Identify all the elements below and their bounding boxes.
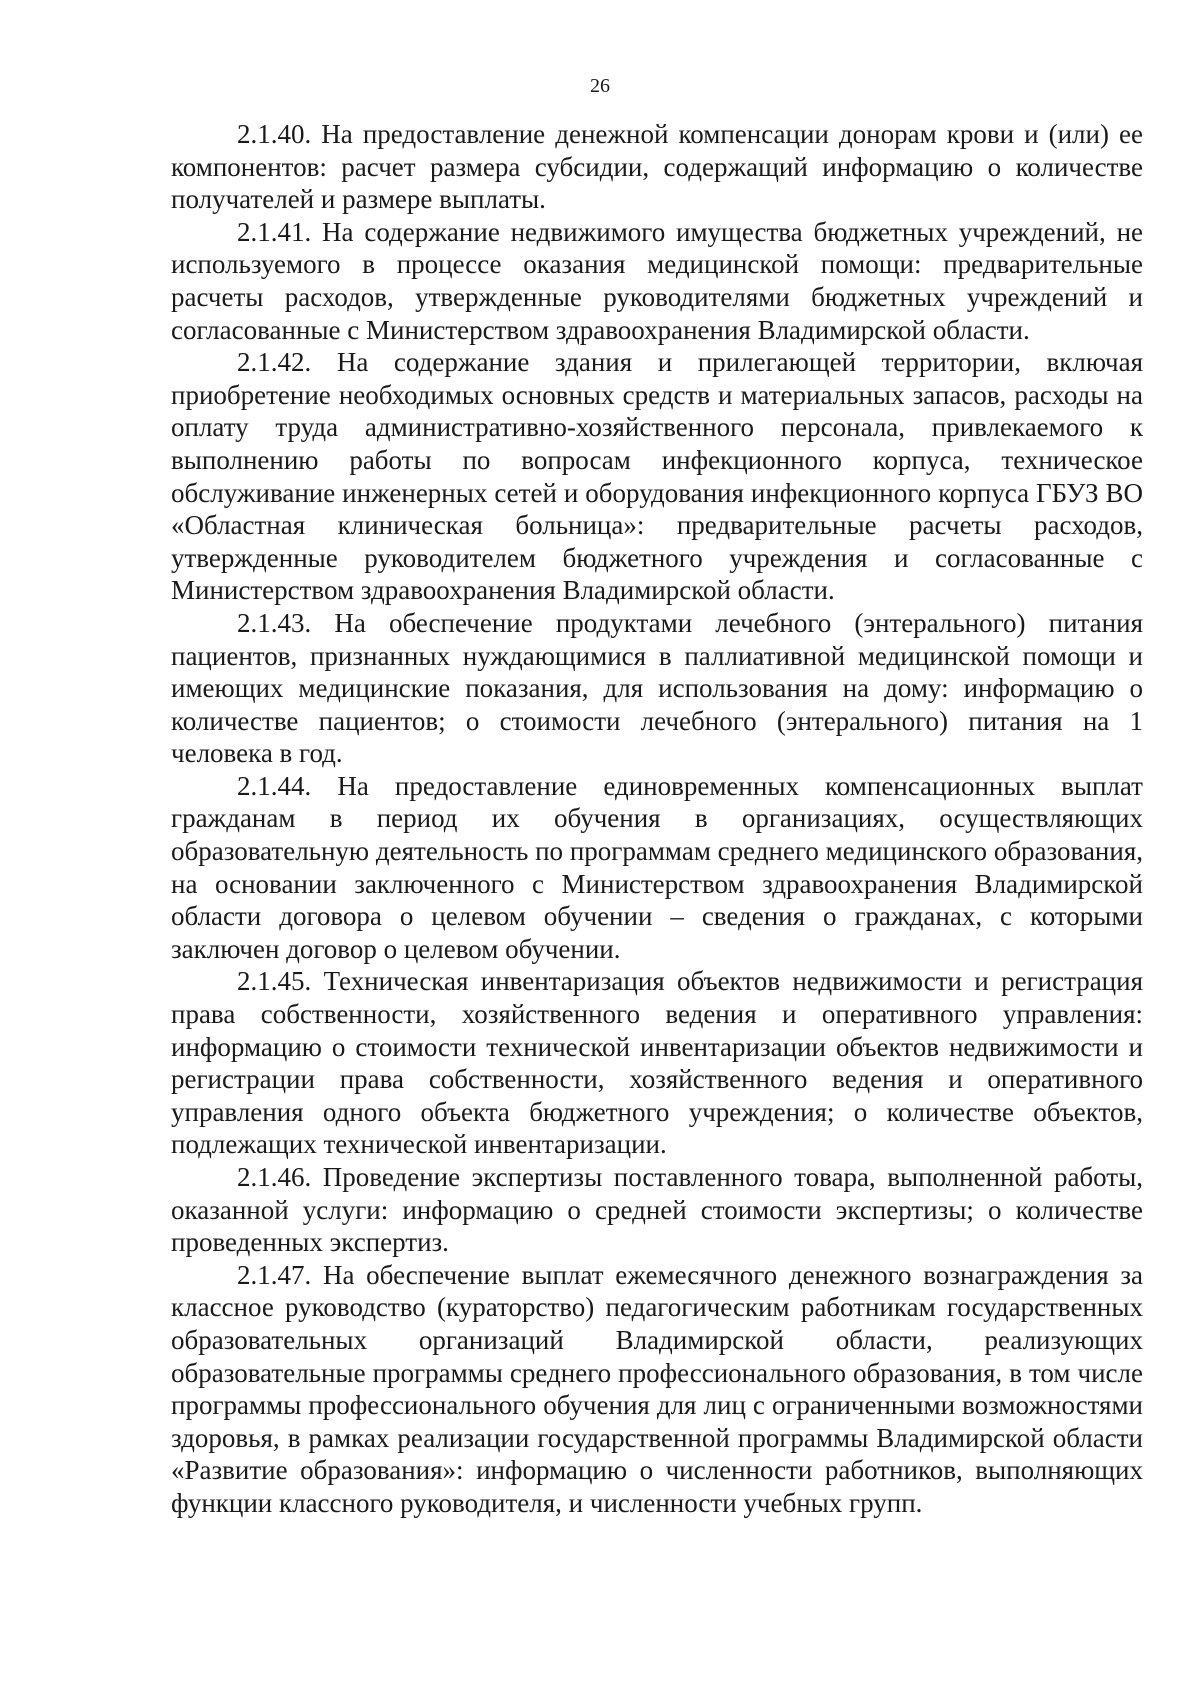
- paragraph-2-1-44: 2.1.44. На предоставление единовременных компенсационных выплат гражданам в период их обучения в организациях, осуществляющих образовательную деятельность по программам среднего медицинского образования, на основании заключенного с Министерством здравоохранения Владимирской области договора о целевом обучении – сведения о гражданах, с которыми заключен договор о целевом обучении.: [171, 770, 1143, 964]
- paragraph-2-1-40: 2.1.40. На предоставление денежной компенсации донорам крови и (или) ее компонентов: расчет размера субсидии, содержащий информацию о количестве получателей и размере выплаты.: [171, 119, 1143, 215]
- document-body: [171, 118, 1143, 1520]
- paragraph-2-1-45: 2.1.45. Техническая инвентаризация объектов недвижимости и регистрация права собственности, хозяйственного ведения и оперативного управления: информацию о стоимости технической инвентаризации объектов недвижимости и регистрации права собственности, хозяйственного ведения и оперативного управления одного объекта бюджетного учреждения; о количестве объектов, подлежащих технической инвентаризации.: [171, 966, 1143, 1160]
- paragraph-2-1-42: 2.1.42. На содержание здания и прилегающей территории, включая приобретение необходимых основных средств и материальных запасов, расходы на оплату труда административно-хозяйственного персонала, привлекаемого к выполнению работы по вопросам инфекционного корпуса, техническое обслуживание инженерных сетей и оборудования инфекционного корпуса ГБУЗ ВО «Областная клиническая больница»: предварительные расчеты расходов, утвержденные руководителем бюджетного учреждения и согласованные с Министерством здравоохранения Владимирской области.: [171, 347, 1143, 606]
- paragraph-2-1-41: 2.1.41. На содержание недвижимого имущества бюджетных учреждений, не используемого в процессе оказания медицинской помощи: предварительные расчеты расходов, утвержденные руководителями бюджетных учреждений и согласованные с Министерством здравоохранения Владимирской области.: [171, 216, 1143, 345]
- paragraph-2-1-46: 2.1.46. Проведение экспертизы поставленного товара, выполненной работы, оказанной услуги: информацию о средней стоимости экспертизы; о количестве проведенных экспертиз.: [171, 1162, 1143, 1258]
- paragraph-2-1-47: 2.1.47. На обеспечение выплат ежемесячного денежного вознаграждения за классное руководство (кураторство) педагогическим работникам государственных образовательных организаций Владимирской области, реализующих образовательные программы среднего профессионального образования, в том числе программы профессионального обучения для лиц с ограниченными возможностями здоровья, в рамках реализации государственной программы Владимирской области «Развитие образования»: информацию о численности работников, выполняющих функции классного руководителя, и численности учебных групп.: [171, 1259, 1143, 1518]
- page-number: 26: [590, 75, 610, 97]
- paragraph-2-1-43: 2.1.43. На обеспечение продуктами лечебного (энтерального) питания пациентов, признанных нуждающимися в паллиативной медицинской помощи и имеющих медицинские показания, для использования на дому: информацию о количестве пациентов; о стоимости лечебного (энтерального) питания на 1 человека в год.: [171, 607, 1143, 769]
